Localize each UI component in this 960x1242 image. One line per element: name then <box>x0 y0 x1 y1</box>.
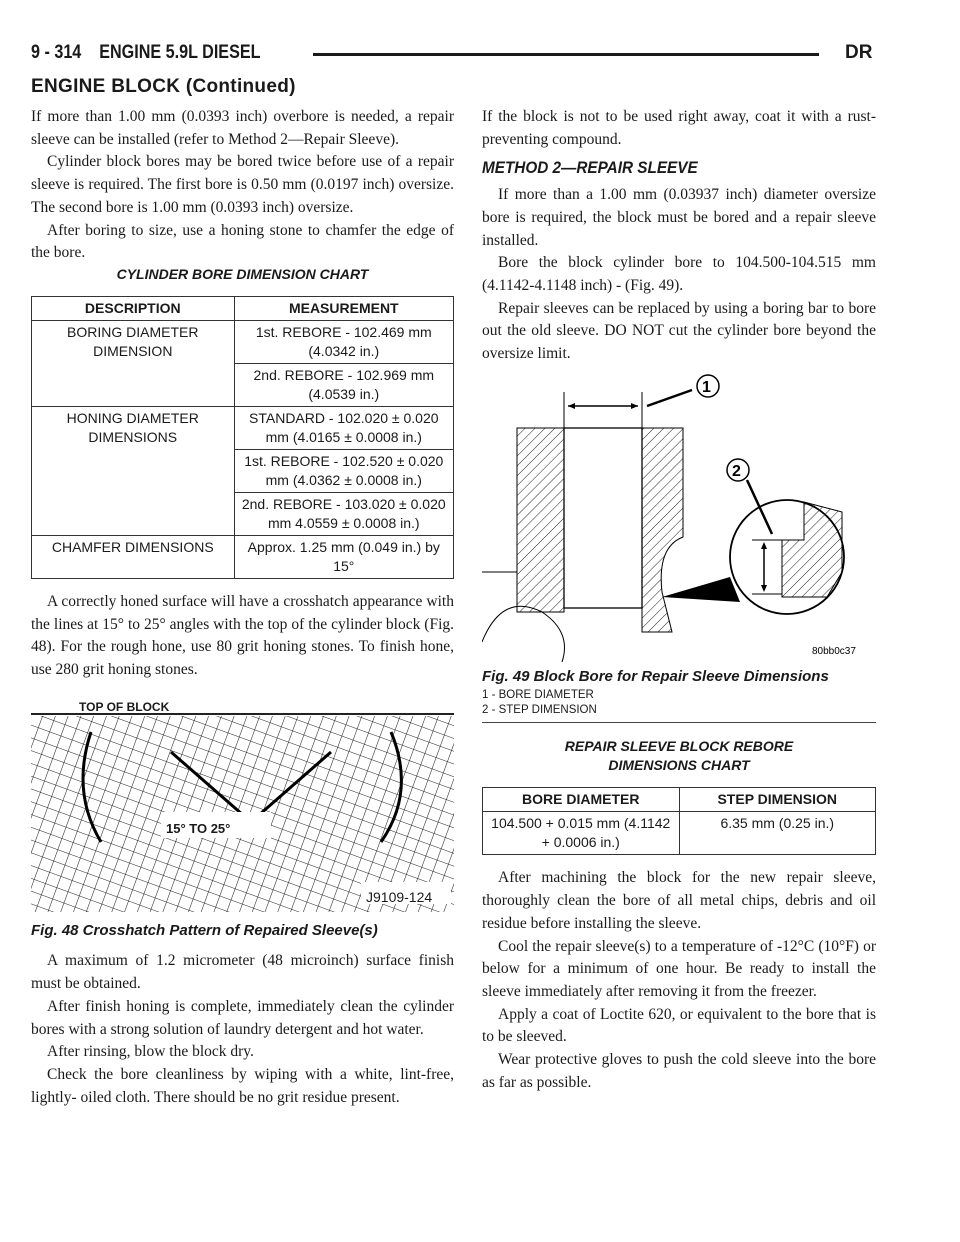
paragraph: After boring to size, use a honing stone to chamfer the edge of the bore. <box>31 221 454 262</box>
figure-code: 80bb0c37 <box>812 645 856 657</box>
cell: Approx. 1.25 mm (0.049 in.) by 15° <box>234 535 453 578</box>
cell: HONING DIAMETER DIMENSIONS <box>32 406 235 535</box>
left-column <box>31 106 454 1109</box>
cell: 2nd. REBORE - 102.969 mm (4.0539 in.) <box>234 363 453 406</box>
col-header: MEASUREMENT <box>234 296 453 320</box>
page-number: 9 - 314 <box>31 42 82 63</box>
paragraph: Repair sleeves can be replaced by using a boring bar to bore out the old sleeve. DO NOT cut the cylinder bore beyond the oversize limit. <box>482 299 876 363</box>
paragraph: If more than a 1.00 mm (0.03937 inch) diameter oversize bore is required, the block must be bored and a repair sleeve installed. <box>482 186 876 249</box>
paragraph: Apply a coat of Loctite 620, or equivalent to the bore that is to be sleeved. <box>482 1005 876 1046</box>
cell: CHAMFER DIMENSIONS <box>32 535 235 578</box>
legend-item: 2 - STEP DIMENSION <box>482 704 597 717</box>
chart-title-line: REPAIR SLEEVE BLOCK REBORE <box>564 738 794 755</box>
chart-title <box>482 737 876 775</box>
cell: BORING DIAMETER DIMENSION <box>32 320 235 406</box>
section-title: ENGINE BLOCK (Continued) <box>31 76 296 97</box>
paragraph: Cool the repair sleeve(s) to a temperature of -12°C (10°F) or below for a minimum of one hour. Be ready to install the sleeve immediately after removing it from the freezer. <box>482 937 876 1000</box>
cell: 2nd. REBORE - 103.020 ± 0.020 mm 4.0559 ± 0.0008 in.) <box>234 492 453 535</box>
table-row <box>32 320 454 363</box>
table-row <box>32 406 454 449</box>
paragraph: Check the bore cleanliness by wiping with a white, lint-free, lightly- oiled cloth. There should be no grit residue present. <box>31 1065 454 1106</box>
cell: STANDARD - 102.020 ± 0.020 mm (4.0165 ± 0.0008 in.) <box>234 406 453 449</box>
col-header: BORE DIAMETER <box>483 788 680 812</box>
legend-item: 1 - BORE DIAMETER <box>482 689 594 702</box>
paragraph: Cylinder block bores may be bored twice before use of a repair sleeve is required. The first bore is 0.50 mm (0.0197 inch) oversize. The second bore is 1.00 mm (0.0393 inch) oversize. <box>31 153 454 216</box>
paragraph: Bore the block cylinder bore to 104.500-104.515 mm (4.1142-4.1148 inch) - (Fig. 49). <box>482 254 876 294</box>
figure-code: J9109-124 <box>366 888 433 905</box>
figure-caption: Fig. 49 Block Bore for Repair Sleeve Dimensions <box>482 667 829 685</box>
chart-title: CYLINDER BORE DIMENSION CHART <box>116 265 369 282</box>
cell: 104.500 + 0.015 mm (4.1142 + 0.0006 in.) <box>483 812 680 855</box>
callout-2: 2 <box>732 462 741 480</box>
header-rule <box>313 53 819 56</box>
table-row <box>483 812 876 855</box>
right-column <box>482 106 876 1094</box>
paragraph: Wear protective gloves to push the cold sleeve into the bore as far as possible. <box>482 1051 876 1091</box>
chapter-title: ENGINE 5.9L DIESEL <box>99 42 261 63</box>
figure-caption: Fig. 48 Crosshatch Pattern of Repaired Sleeve(s) <box>31 921 378 939</box>
paragraph: After machining the block for the new repair sleeve, thoroughly clean the bore of all metal chips, debris and oil residue before installing the sleeve. <box>482 869 876 932</box>
cell: 1st. REBORE - 102.520 ± 0.020 mm (4.0362 ± 0.0008 in.) <box>234 449 453 492</box>
figure-label: TOP OF BLOCK <box>79 699 170 714</box>
cylinder-bore-table <box>31 296 454 579</box>
callout-1: 1 <box>702 378 711 396</box>
paragraph: A maximum of 1.2 micrometer (48 microinch) surface finish must be obtained. <box>31 952 454 993</box>
col-header: DESCRIPTION <box>32 296 235 320</box>
paragraph: After finish honing is complete, immediately clean the cylinder bores with a strong solution of laundry detergent and hot water. <box>31 997 454 1038</box>
bore-illustration <box>482 372 876 662</box>
paragraph: If the block is not to be used right away, coat it with a rust- preventing compound. <box>482 108 876 148</box>
chart-title-line: DIMENSIONS CHART <box>608 757 750 774</box>
angle-label: 15° TO 25° <box>166 820 231 836</box>
crosshatch-illustration <box>31 712 454 912</box>
section-heading: METHOD 2—REPAIR SLEEVE <box>482 158 698 178</box>
figure-48 <box>31 696 454 914</box>
figure-legend <box>482 688 876 723</box>
figure-49 <box>482 372 876 662</box>
paragraph: After rinsing, blow the block dry. <box>47 1043 254 1061</box>
repair-sleeve-table <box>482 787 876 855</box>
paragraph: If more than 1.00 mm (0.0393 inch) overbore is needed, a repair sleeve can be installed (refer to Method 2—Repair Sleeve). <box>31 108 454 148</box>
cell: 6.35 mm (0.25 in.) <box>679 812 876 855</box>
col-header: STEP DIMENSION <box>679 788 876 812</box>
table-row <box>32 535 454 578</box>
paragraph: A correctly honed surface will have a crosshatch appearance with the lines at 15° to 25° angles with the top of the cylinder block (Fig. 48). For the rough hone, use 80 grit honing stones. To finish hone, use 280 grit honing stones. <box>31 592 454 679</box>
model-code: DR <box>845 42 873 63</box>
cell: 1st. REBORE - 102.469 mm (4.0342 in.) <box>234 320 453 363</box>
